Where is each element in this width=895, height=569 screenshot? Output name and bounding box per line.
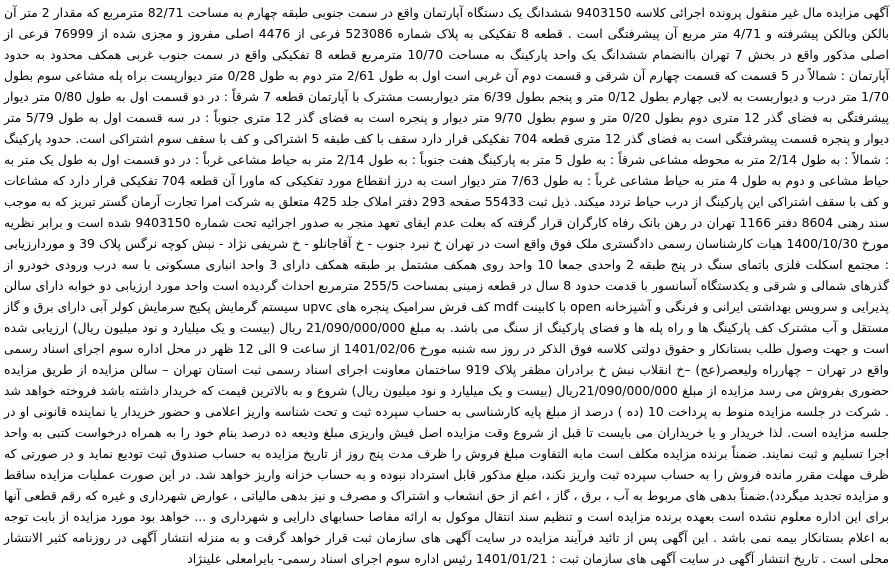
notice-body-text: آگهی مزایده مال غیر منقول پرونده اجرائی کلاسه 9403150 ششدانگ یک دستگاه آپارتمان واقع در سمت جنوبی طبقه چهارم به مساحت 82/71 مترمربع که مقدار 2 متر آن بالکن وبالکن پیشرفته و 4/71 متر مربع آن پیشرفتگی است . قطعه 8 تفکیکی به پلاک شماره 523086 فرعی از 4476 اصلی مفروز و مجزی شده از 76999 فرعی از اصلی مذکور واقع در بخش 7 تهران باانضمام ششدانگ یک واحد پارکینگ به مساحت 10/70 مترمربع قطعه 8 تفکیکی واقع در سمت جنوب غربی همکف محدود به حدود آپارتمان : شمالاً در 5 قسمت که قسمت چهارم آن شرقی و قسمت دوم آن غربی است اول به طول 2/61 متر دوم به طول 0/28 متر دیوارپست براه پله مشاعی سوم بطول 1/70 متر درب و دیواربست به لابی چهارم بطول 0/12 متر و پنجم بطول 6/39 متر دیواربست مشترک با آپارتمان قطعه 7 شرقاً : در دو قسمت اول به طول 0/80 متر دیوار پیشرفتگی به فضای گذر 12 متری دوم بطول 0/20 متر و سوم بطول 9/70 متر دیوار و پنجره است به فضای گذر 12 متری جنوباً : در سه قسمت اول به طول 5/79 متر دیوار و پنجره قسمت پیشرفتگی است به فضای گذر 12 متری قطعه 704 تفکیکی قرار دارد سقف با کف طبقه 5 اشتراکی و کف با سقف سوم اشتراکی است. حدود پارکینگ : شمالاً : به طول 2/14 متر به محوطه مشاعی شرقاً : به طول 5 متر به پارکینگ هفت جنوباً : به طول 2/14 متر به حیاط مشاعی غرباً : در دو قسمت اول به طول یک متر به حیاط مشاعی و دوم به طول 4 متر به حیاط مشاعی غرباً : به طول 7/63 متر دیوار است به درز انقطاع مورد تفکیکی که ماورا آن قطعه 704 تفکیکی قرار دارد که مشاعات و کف با سقف اشتراکی این پارکینگ از درب حیاط تردد میکند. ذیل ثبت 55433 صفحه 293 دفتر املاک جلد 425 متعلق به شرکت امرا تجارت آرمان گستر تبریز که به موجب سند رهنی 8604 دفتر 1166 تهران در رهن بانک رفاه کارگران قرار گرفته که بعلت عدم ایفای تعهد منجر به صدور اجرائیه تحت شماره 9403150 شده است و برابر نظریه مورخ 1400/10/30 هیات کارشناسان رسمی دادگستری ملک فوق واقع است در تهران خ نبرد جنوب - خ آقاجانلو - خ شریفی نژاد - نبش کوچه نرگس پلاک 39 و موردارزیابی : مجتمع اسکلت فلزی باتمای سنگ در پنج طبقه 2 واحدی جمعا 10 واحد روی همکف مشتمل بر طبقه همکف دارای 3 واحد انباری مسکونی با سه درب ورودی خودرو از گذرهای شمالی و شرقی و یکدستگاه آسانسور با قدمت حدود 8 سال در قطعه زمینی بمساحت 255/5 مترمربع احداث گردیده است واحد مورد ارزیابی دو خوابه دارای سالن پذیرایی و سرویس بهداشتی ایرانی و فرنگی و آشپزخانه open با کابینت mdf کف فرش سرامیک پنجره های upvc سیستم گرمایش پکیج سرمایش کولر آبی دارای برق و گاز مستقل و آب مشترک کف پارکینگ ها و راه پله ها و فضای پارکینگ از سنگ می باشد. به مبلغ 21/090/000/000 ریال (بیست و یک میلیارد و نود میلیون ریال) ارزیابی شده است و جهت وصول طلب بستانکار و حقوق دولتی کلاسه فوق الذکر در روز سه شنبه مورخ 1401/02/06 از ساعت 9 الی 12 ظهر در محل اداره سوم اجرای اسناد رسمی واقع در تهران – چهارراه ولیعصر(عج) –خ انقلاب نبش خ برادران مظفر پلاک 919 ساختمان معاونت اجرای اسناد رسمی ثبت استان تهران – سالن مزایده از طریق مزایده حضوری بفروش می رسد مزایده از مبلغ 21/090/000/000ریال (بیست و یک میلیارد و نود میلیون ریال) شروع و به بالاترین قیمت که خریدار داشته باشد فروخته خواهد شد . شرکت در جلسه مزایده منوط به پرداخت 10 (ده ) درصد از مبلغ پایه کارشناسی به حساب سپرده ثبت و تحت شناسه واریز اعلامی و حضور خریدار یا نماینده قانونی او در جلسه مزایده است. لذا خریدار و یا خریداران می بایست تا قبل از شروع وقت مزایده اصل فیش واریزی مبلغ ودیعه ده درصد بنام خود را به همراه درخواست کتبی به واحد اجرا تسلیم و ثبت نمایند. ضمناً برنده مزایده مکلف است مابه التفاوت مبلغ فروش را ظرف مدت پنج روز از تاریخ مزایده به حساب صندوق ثبت تودیع نماید و در صورتی که ظرف مهلت مقرر مانده فروش را به حساب سپرده ثبت واریز نکند، مبلغ مذکور قابل استرداد نبوده و به حساب خزانه واریز خواهد شد. در این صورت عملیات مزایده ساقط و مزایده تجدید میگردد).ضمناً بدهی های مربوط به آب ، برق ، گاز ، اعم از حق انشعاب و اشتراک و مصرف و نیز بدهی مالیاتی ، عوارض شهرداری و غیره که رقم قطعی آنها برای این اداره معلوم نشده است بعهده برنده مزایده است و تنظیم سند انتقال موکول به ارائه مفاصا حسابهای دارایی و شهرداری و ... خواهد بود مورد مزایده از بابت توجه به اعلام بستانکار بیمه نمی باشد . این آگهی پس از تائید فرآیند مزایده در سایت آگهی های سازمان ثبت قرار خواهد گرفت و به منزله انتشار آگهی در روزنامه کثیر الانتشار محلی است . تاریخ انتشار آگهی در سایت آگهی های سازمان ثبت : 1401/01/21 رئیس اداره سوم اجرای اسناد رسمی- بایرامعلی علینژاد (4, 5, 890, 566)
